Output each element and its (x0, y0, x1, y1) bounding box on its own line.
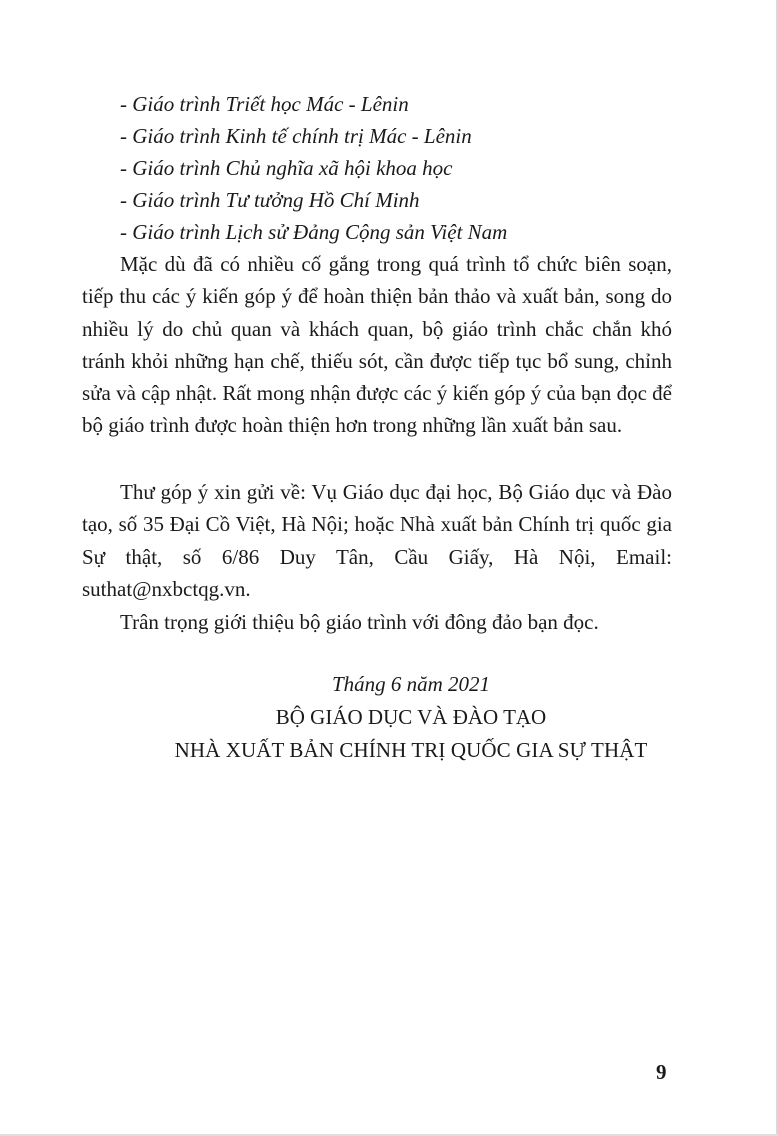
paragraph-contact-address: Thư góp ý xin gửi về: Vụ Giáo dục đại học, Bộ Giáo dục và Đào tạo, số 35 Đại Cồ Việt, Hà Nội; hoặc Nhà xuất bản Chính trị quốc gia Sự thật, số 6/86 Duy Tân, Cầu Giấy, Hà Nội, Email: suthat@nxbctqg.vn. (82, 480, 672, 601)
curriculum-item: - Giáo trình Chủ nghĩa xã hội khoa học (120, 156, 453, 180)
page-number: 9 (656, 1060, 667, 1084)
signature-publisher: NHÀ XUẤT BẢN CHÍNH TRỊ QUỐC GIA SỰ THẬT (174, 738, 648, 762)
curriculum-item: - Giáo trình Lịch sử Đảng Cộng sản Việt Nam (120, 220, 508, 244)
curriculum-item: - Giáo trình Triết học Mác - Lênin (120, 92, 409, 116)
paragraph-introduction: Trân trọng giới thiệu bộ giáo trình với đông đảo bạn đọc. (120, 610, 599, 634)
signature-date: Tháng 6 năm 2021 (331, 672, 491, 696)
paragraph-feedback-request: Mặc dù đã có nhiều cố gắng trong quá trình tổ chức biên soạn, tiếp thu các ý kiến góp ý để hoàn thiện bản thảo và xuất bản, song do nhiều lý do chủ quan và khách quan, bộ giáo trình chắc chắn khó tránh khỏi những hạn chế, thiếu sót, cần được tiếp tục bổ sung, chỉnh sửa và cập nhật. Rất mong nhận được các ý kiến góp ý của bạn đọc để bộ giáo trình được hoàn thiện hơn trong những lần xuất bản sau. (82, 252, 672, 438)
curriculum-list (120, 88, 680, 248)
signature-ministry: BỘ GIÁO DỤC VÀ ĐÀO TẠO (275, 705, 547, 729)
curriculum-item: - Giáo trình Tư tưởng Hồ Chí Minh (120, 188, 420, 212)
curriculum-item: - Giáo trình Kinh tế chính trị Mác - Lênin (120, 124, 472, 148)
